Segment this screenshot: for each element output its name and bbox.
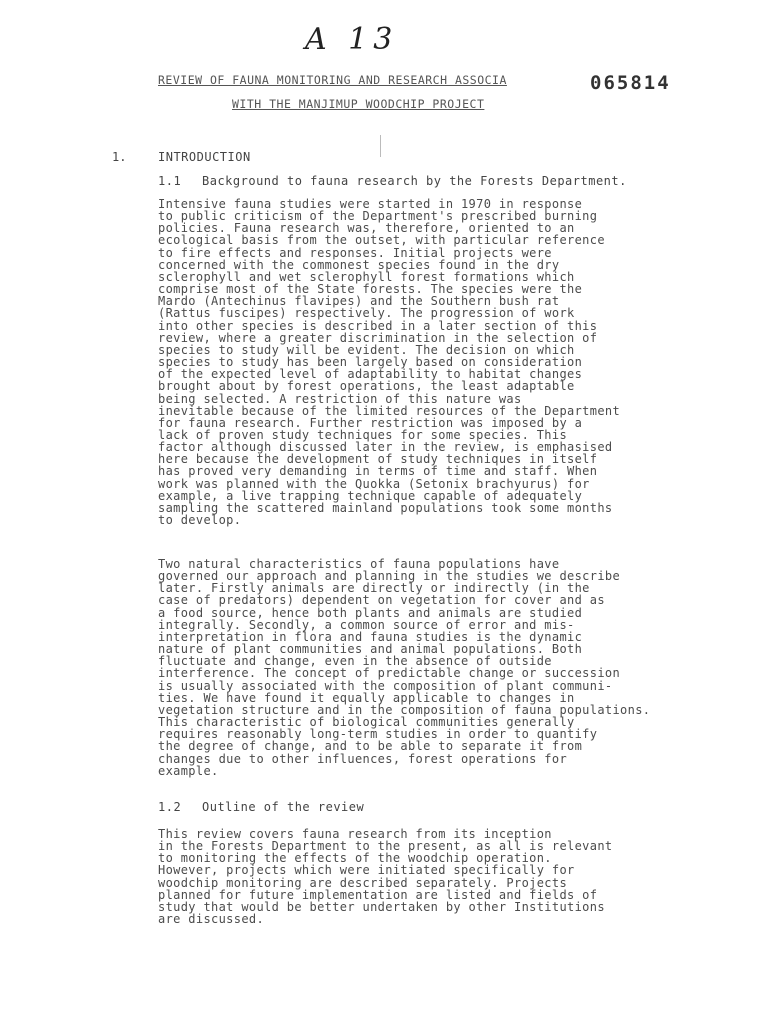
paragraph-characteristics: Two natural characteristics of fauna populations have governed our approach and planning in the studies we describe later. Firstly animals are directly or indirectly (in the case of predators) dependent on vegetation for cover and as a food source, hence both plants and animals are studied integrally. Secondly, a common source of error and mis- interpretation in flora and fauna studies is the dynamic nature of plant communities and animal populations. Both fluctuate and change, even in the absence of outside interference. The concept of predictable change or succession is usually associated with the composition of plant communi- ties. We have found it equally applicable to changes in vegetation structure and in the composition of fauna populations. This characteristic of biological communities generally requires reasonably long-term studies in order to quantify the degree of change, and to be able to separate it from changes due to other influences, forest operations for example. — [158, 557, 651, 778]
subsection-title: Outline of the review — [202, 800, 365, 814]
document-number-stamp: 065814 — [590, 72, 671, 94]
section-title: INTRODUCTION — [158, 150, 251, 164]
section-number: 1. — [112, 150, 127, 164]
subsection-number: 1.2 — [158, 800, 182, 814]
handwritten-mark: A 13 — [305, 22, 399, 57]
subsection-number: 1.1 — [158, 174, 182, 188]
pen-mark — [380, 135, 381, 157]
document-subtitle: WITH THE MANJIMUP WOODCHIP PROJECT — [232, 97, 485, 111]
subsection-heading-1-1 — [158, 174, 627, 188]
subsection-title: Background to fauna research by the Forests Department. — [202, 174, 627, 188]
paragraph-background: Intensive fauna studies were started in 1970 in response to public criticism of the Department's prescribed burning policies. Fauna research was, therefore, oriented to an ecological basis from the outset, with particular reference to fire effects and responses. Initial projects were concerned with the commonest species found in the dry sclerophyll and wet sclerophyll forest formations which comprise most of the State forests. The species were the Mardo (Antechinus flavipes) and the Southern bush rat (Rattus fuscipes) respectively. The progression of work into other species is described in a later section of this review, where a greater discrimination in the selection of species to study will be evident. The decision on which species to study has been largely based on consideration of the expected level of adaptability to habitat changes brought about by forest operations, the least adaptable being selected. A restriction of this nature was inevitable because of the limited resources of the Department for fauna research. Further restriction was imposed by a lack of proven study techniques for some species. This factor although discussed later in the review, is emphasised here because the development of study techniques in itself has proved very demanding in terms of time and staff. When work was planned with the Quokka (Setonix brachyurus) for example, a live trapping technique capable of adequately sampling the scattered mainland populations took some months to develop. — [158, 197, 621, 528]
document-title: REVIEW OF FAUNA MONITORING AND RESEARCH ASSOCIA — [158, 73, 507, 87]
subsection-heading-1-2 — [158, 800, 364, 814]
paragraph-outline: This review covers fauna research from its inception in the Forests Department to the present, as all is relevant to monitoring the effects of the woodchip operation. However, projects which were initiated specifically for woodchip monitoring are described separately. Projects planned for future implementation are listed and fields of study that would be better undertaken by other Institutions are discussed. — [158, 827, 613, 927]
